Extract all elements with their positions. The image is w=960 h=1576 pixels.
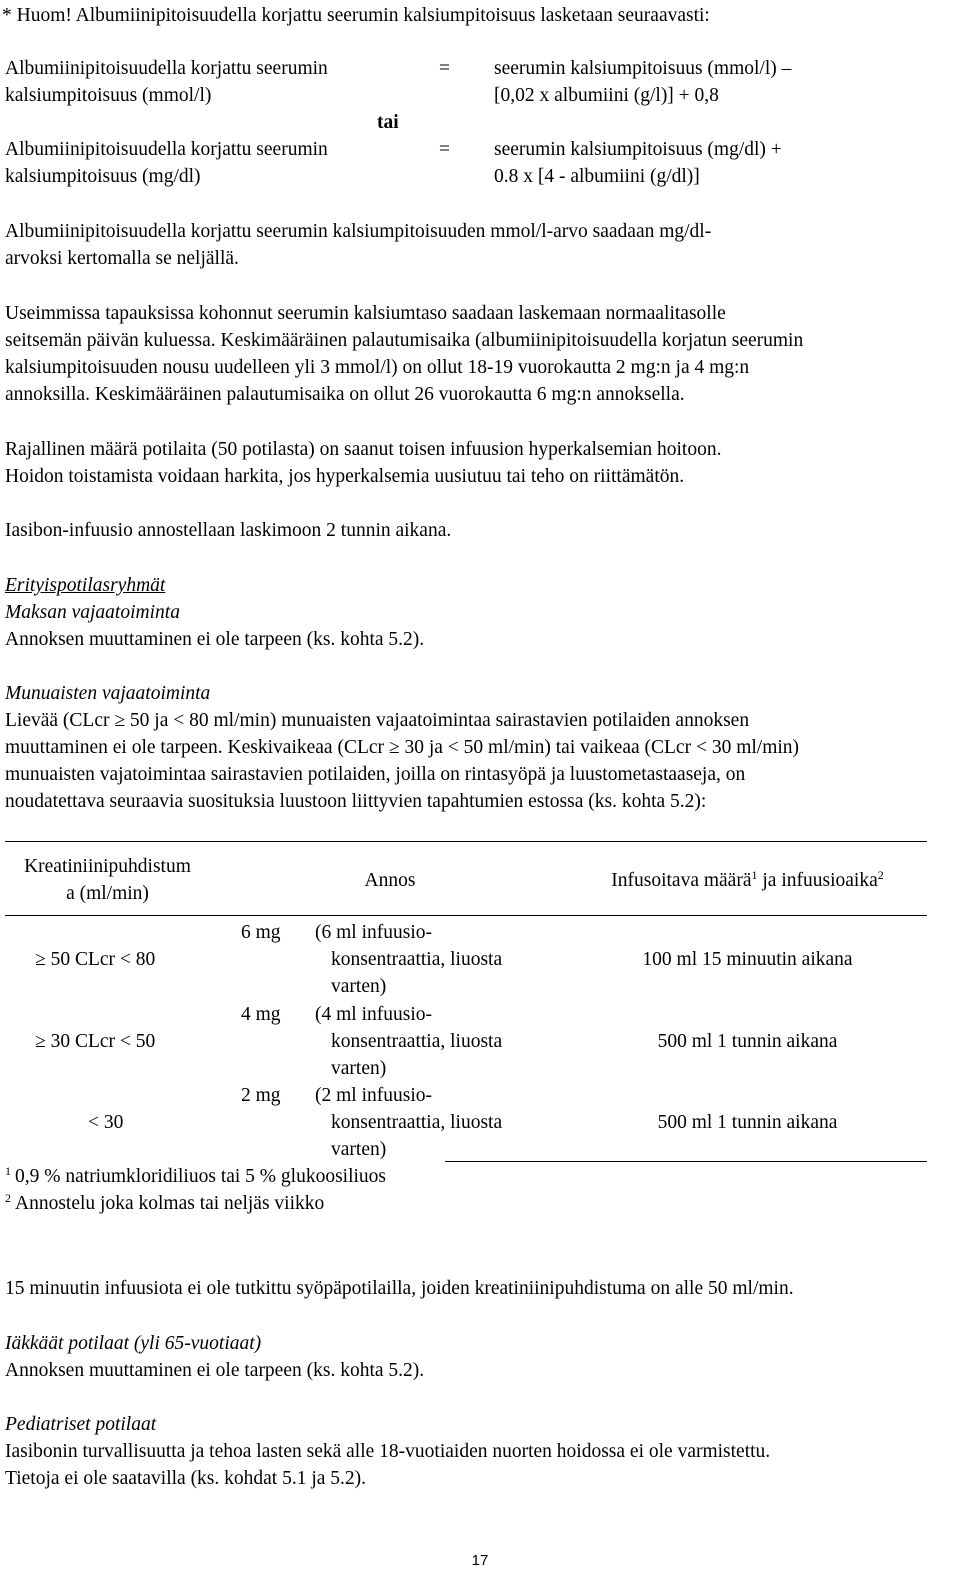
paragraph-renal-line: munuaisten vajatoimintaa sairastavien potilaiden, joilla on rintasyöpä ja luustometastaaseja, on — [5, 764, 746, 785]
paragraph-pediatric-line: Iasibonin turvallisuutta ja tehoa lasten sekä alle 18-vuotiaiden nuorten hoidossa ei ole varmistettu. — [5, 1441, 771, 1462]
table-bottom-rule — [445, 1161, 927, 1162]
paragraph-recovery-line: seitsemän päivän kuluessa. Keskimääräinen palautumisaika (albumiinipitoisuudella korjatun seerumin — [5, 330, 804, 351]
footnote — [5, 1163, 386, 1190]
formula-mmol-left-1: Albumiinipitoisuudella korjattu seerumin — [5, 58, 328, 79]
section-heading-special-populations: Erityispotilasryhmät — [5, 575, 166, 596]
paragraph-repeat-line: Rajallinen määrä potilaita (50 potilasta) on saanut toisen infuusion hyperkalsemian hoitoon. — [5, 439, 722, 460]
formula-mgdl-right-1: seerumin kalsiumpitoisuus (mg/dl) + — [494, 139, 782, 160]
table-top-rule — [5, 841, 927, 842]
formula-mmol-right-1: seerumin kalsiumpitoisuus (mmol/l) – — [494, 58, 792, 79]
table-header-infusion-text: ja infuusioaika — [757, 870, 878, 891]
formula-mgdl-left-2: kalsiumpitoisuus (mg/dl) — [5, 166, 201, 187]
paragraph-conversion-line: arvoksi kertomalla se neljällä. — [5, 248, 239, 269]
heading-pediatric: Pediatriset potilaat — [5, 1414, 157, 1435]
cell-dose-note: (4 ml infuusio- — [315, 1004, 432, 1025]
formula-mgdl-right-2: 0.8 x [4 - albumiini (g/dl)] — [494, 166, 700, 187]
cell-infusion: 100 ml 15 minuutin aikana — [642, 949, 853, 970]
paragraph-15min: 15 minuutin infuusiota ei ole tutkittu syöpäpotilailla, joiden kreatiniinipuhdistuma on alle 50 ml/min. — [5, 1278, 794, 1299]
formula-mmol — [5, 55, 955, 136]
cell-dose: 2 mg — [241, 1085, 281, 1106]
table-header-infusion — [575, 867, 920, 894]
text-elderly: Annoksen muuttaminen ei ole tarpeen (ks. kohta 5.2). — [5, 1360, 425, 1381]
heading-elderly: Iäkkäät potilaat (yli 65-vuotiaat) — [5, 1333, 262, 1354]
cell-infusion: 500 ml 1 tunnin aikana — [657, 1031, 838, 1052]
formula-mmol-equals: = — [439, 58, 450, 79]
footnote-mark: 2 — [5, 1191, 11, 1205]
paragraph-conversion-line: Albumiinipitoisuudella korjattu seerumin kalsiumpitoisuuden mmol/l-arvo saadaan mg/dl- — [5, 221, 712, 242]
formula-mgdl — [5, 136, 955, 190]
footnote-text: Annostelu joka kolmas tai neljäs viikko — [15, 1193, 325, 1214]
footnote-mark: 1 — [5, 1164, 11, 1178]
table-header-infusion-text: Infusoitava määrä — [611, 870, 752, 891]
cell-clearance: ≥ 50 CLcr < 80 — [35, 949, 156, 970]
table-header-rule — [5, 915, 927, 916]
table-header-clearance-line: a (ml/min) — [66, 883, 149, 904]
paragraph-repeat — [5, 436, 721, 490]
cell-clearance: ≥ 30 CLcr < 50 — [35, 1031, 156, 1052]
footnote-text: 0,9 % natriumkloridiliuos tai 5 % glukoosiliuos — [15, 1166, 387, 1187]
formula-mgdl-left-1: Albumiinipitoisuudella korjattu seerumin — [5, 139, 328, 160]
cell-dose-note: konsentraattia, liuosta — [331, 1031, 503, 1052]
cell-dose-note: konsentraattia, liuosta — [331, 1112, 503, 1133]
formula-mgdl-equals: = — [439, 139, 450, 160]
paragraph-renal-line: muuttaminen ei ole tarpeen. Keskivaikeaa (CLcr ≥ 30 ja < 50 ml/min) tai vaikeaa (CLcr < 30 ml/min) — [5, 737, 800, 758]
paragraph-infusion: Iasibon-infuusio annostellaan laskimoon 2 tunnin aikana. — [5, 520, 452, 541]
formula-mmol-right-2: [0,02 x albumiini (g/l)] + 0,8 — [494, 85, 719, 106]
cell-infusion: 500 ml 1 tunnin aikana — [657, 1112, 838, 1133]
text-hepatic: Annoksen muuttaminen ei ole tarpeen (ks. kohta 5.2). — [5, 629, 425, 650]
paragraph-renal-line: noudatettava seuraavia suosituksia luustoon liittyvien tapahtumien estossa (ks. kohta 5.2): — [5, 791, 707, 812]
heading-hepatic: Maksan vajaatoiminta — [5, 602, 180, 623]
paragraph-recovery-line: kalsiumpitoisuuden nousu uudelleen yli 3 mmol/l) on ollut 18-19 vuorokautta 2 mg:n ja 4 mg:n — [5, 357, 750, 378]
cell-dose-note: (6 ml infuusio- — [315, 922, 432, 943]
paragraph-repeat-line: Hoidon toistamista voidaan harkita, jos hyperkalsemia uusiutuu tai teho on riittämätön. — [5, 466, 685, 487]
formula-mmol-left-2: kalsiumpitoisuus (mmol/l) — [5, 85, 212, 106]
paragraph-recovery — [5, 300, 803, 408]
footnote — [5, 1190, 386, 1217]
table-header-dose: Annos — [364, 870, 416, 891]
paragraph-pediatric — [5, 1438, 770, 1492]
footnote-ref-1: 1 — [751, 868, 758, 882]
cell-clearance: < 30 — [88, 1112, 124, 1133]
intro-note: * Huom! Albumiinipitoisuudella korjattu seerumin kalsiumpitoisuus lasketaan seuraavasti: — [2, 5, 710, 26]
paragraph-conversion — [5, 218, 711, 272]
paragraph-pediatric-line: Tietoja ei ole saatavilla (ks. kohdat 5.1 ja 5.2). — [5, 1468, 367, 1489]
cell-dose-note: varten) — [331, 1139, 387, 1160]
paragraph-recovery-line: annoksilla. Keskimääräinen palautumisaika on ollut 26 vuorokautta 6 mg:n annoksella. — [5, 384, 685, 405]
cell-dose-note: varten) — [331, 976, 387, 997]
table-footnotes — [5, 1163, 386, 1217]
cell-dose: 6 mg — [241, 922, 281, 943]
page-number: 17 — [471, 1552, 489, 1569]
cell-dose-note: (2 ml infuusio- — [315, 1085, 432, 1106]
table-header-clearance — [5, 853, 210, 907]
cell-dose: 4 mg — [241, 1004, 281, 1025]
paragraph-recovery-line: Useimmissa tapauksissa kohonnut seerumin kalsiumtaso saadaan laskemaan normaalitasolle — [5, 303, 726, 324]
footnote-ref-2: 2 — [877, 868, 884, 882]
table-header-clearance-line: Kreatiniinipuhdistum — [24, 856, 191, 877]
paragraph-renal-line: Lievää (CLcr ≥ 50 ja < 80 ml/min) munuaisten vajaatoimintaa sairastavien potilaiden annoksen — [5, 710, 750, 731]
cell-dose-note: varten) — [331, 1058, 387, 1079]
heading-renal: Munuaisten vajaatoiminta — [5, 683, 211, 704]
formula-or-label: tai — [377, 112, 399, 133]
paragraph-renal — [5, 707, 799, 815]
cell-dose-note: konsentraattia, liuosta — [331, 949, 503, 970]
